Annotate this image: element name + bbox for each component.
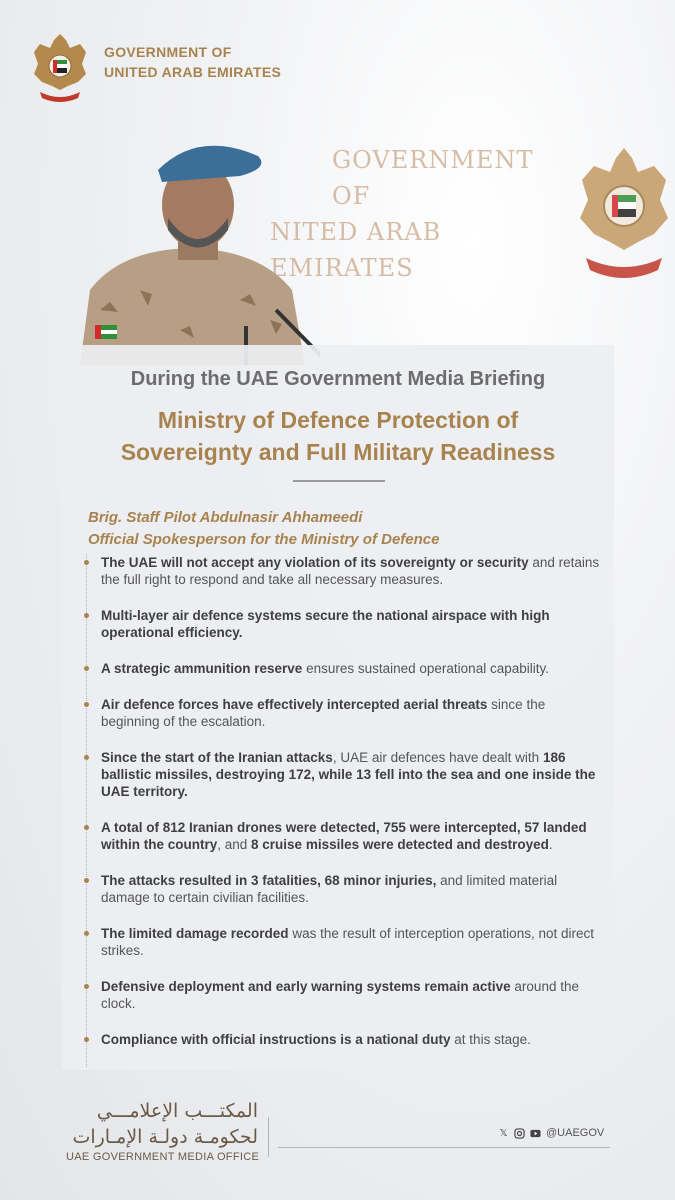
footer-arabic-line1: المكتـــب الإعلامـــي [96,1100,258,1122]
header-title-line1: GOVERNMENT OF [104,44,232,60]
point-text: and limited material damage to certain civilian facilities. [101,873,558,905]
point-text: at this stage. [450,1032,531,1047]
footer-english-name: UAE GOVERNMENT MEDIA OFFICE [66,1151,260,1163]
list-item [87,554,606,588]
point-text: was the result of interception operations, not direct strikes. [101,926,594,958]
list-item [87,925,606,959]
point-text: since the beginning of the escalation. [101,697,546,729]
uae-emblem-icon [30,30,90,106]
list-item [87,607,606,641]
instagram-icon[interactable] [514,1128,525,1139]
wall-emblem-icon [572,140,675,310]
point-bold: Compliance with official instructions is a national duty [101,1032,451,1047]
list-item [87,872,606,906]
x-icon[interactable]: 𝕏 [499,1127,508,1139]
key-points-list [86,554,606,1067]
briefing-title: During the UAE Government Media Briefing [130,368,546,390]
footer-divider [268,1117,269,1157]
speaker-role: Official Spokesperson for the Ministry of Defence [88,531,440,548]
footer-arabic-line2: لحكومـة دولـة الإمـارات [72,1126,258,1148]
point-text: and retains the full right to respond and take all necessary measures. [101,555,600,587]
footer-line [278,1147,610,1148]
wall-text-line2: NITED ARAB EMIRATES [270,218,442,282]
point-bold: The UAE will not accept any violation of its sovereignty or security [101,555,529,570]
point-bold: A total of 812 Iranian drones were detected, 755 were intercepted, 57 landed within the country [101,820,587,852]
list-item [87,1031,606,1048]
speaker-credit [88,507,588,551]
point-text: around the clock. [101,979,579,1011]
point-bold: A strategic ammunition reserve [101,661,303,676]
point-text: , UAE air defences have dealt with [332,750,543,765]
speaker-name: Brig. Staff Pilot Abdulnasir Ahhameedi [88,509,363,526]
social-handle[interactable]: @UAEGOV [546,1127,605,1139]
list-item [87,696,606,730]
headline-line2: Sovereignty and Full Military Readiness [120,439,556,465]
point-text: , and [217,837,252,852]
headline-line1: Ministry of Defence Protection of [157,407,519,433]
point-bold: Defensive deployment and early warning systems remain active [101,979,511,994]
point-text-2: . [548,837,553,852]
wall-text-line1: GOVERNMENT OF [332,146,534,210]
youtube-icon[interactable] [530,1128,541,1139]
divider [293,480,385,482]
speaker-photo [80,130,320,365]
list-item [87,978,606,1012]
point-bold-2: 186 ballistic missiles, destroying 172, while 13 fell into the sea and one inside the UAE territory. [101,750,596,799]
point-text: ensures sustained operational capability. [302,661,549,676]
point-bold: The limited damage recorded [101,926,289,941]
point-bold: Air defence forces have effectively intercepted aerial threats [101,697,488,712]
point-bold: The attacks resulted in 3 fatalities, 68 minor injuries, [101,873,437,888]
headline [62,404,614,468]
header-title-line2: UNITED ARAB EMIRATES [104,64,282,80]
social-links [498,1127,604,1139]
list-item [87,819,606,853]
footer-arabic-logo [58,1098,258,1150]
list-item [87,660,606,677]
point-bold: Since the start of the Iranian attacks [101,750,333,765]
point-bold: Multi-layer air defence systems secure the national airspace with high operational efficiency. [101,608,550,640]
point-bold-2: 8 cruise missiles were detected and destroyed [251,837,549,852]
list-item [87,749,606,800]
header-title [104,42,281,82]
